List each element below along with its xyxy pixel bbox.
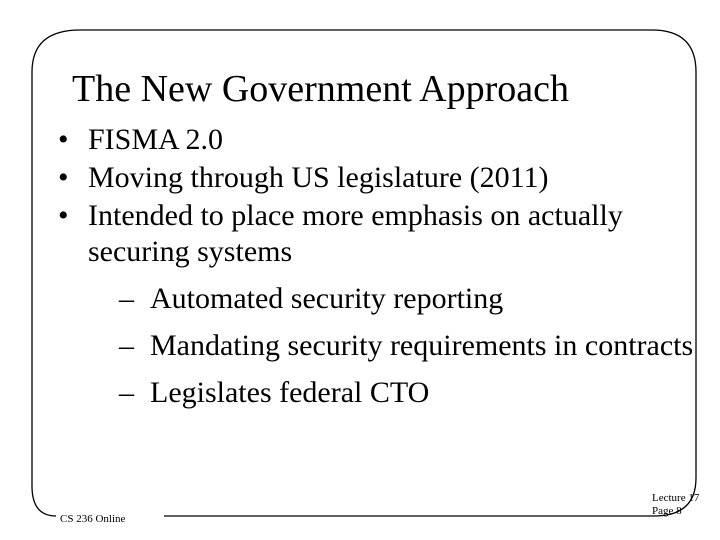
bullet-marker: • xyxy=(58,199,69,232)
footer-page: Page 8 xyxy=(652,505,682,517)
bullet-item xyxy=(58,122,698,158)
sub-bullet-item xyxy=(88,375,698,411)
bullet-marker: • xyxy=(58,123,69,156)
bullet-text: Moving through US legislature (2011) xyxy=(88,161,549,194)
sub-bullet-marker: – xyxy=(119,329,134,362)
sub-bullet-item xyxy=(88,328,698,364)
bullet-text: FISMA 2.0 xyxy=(88,123,224,156)
sub-bullet-item xyxy=(88,281,698,317)
bullet-item xyxy=(58,160,698,196)
footer-lecture: Lecture 17 xyxy=(652,492,700,504)
sub-bullet-text: Legislates federal CTO xyxy=(150,376,430,409)
footer-course: CS 236 Online xyxy=(60,513,126,525)
bullet-item xyxy=(58,198,698,270)
bullet-text: Intended to place more emphasis on actually securing systems xyxy=(88,199,623,268)
sub-bullet-marker: – xyxy=(119,282,134,315)
bullet-list xyxy=(58,122,698,411)
sub-bullet-marker: – xyxy=(119,376,134,409)
slide-title: The New Government Approach xyxy=(72,68,570,110)
footer-lecture-info xyxy=(652,492,699,518)
sub-bullet-text: Mandating security requirements in contracts xyxy=(150,329,694,362)
sub-bullet-text: Automated security reporting xyxy=(150,282,504,315)
bullet-marker: • xyxy=(58,161,69,194)
